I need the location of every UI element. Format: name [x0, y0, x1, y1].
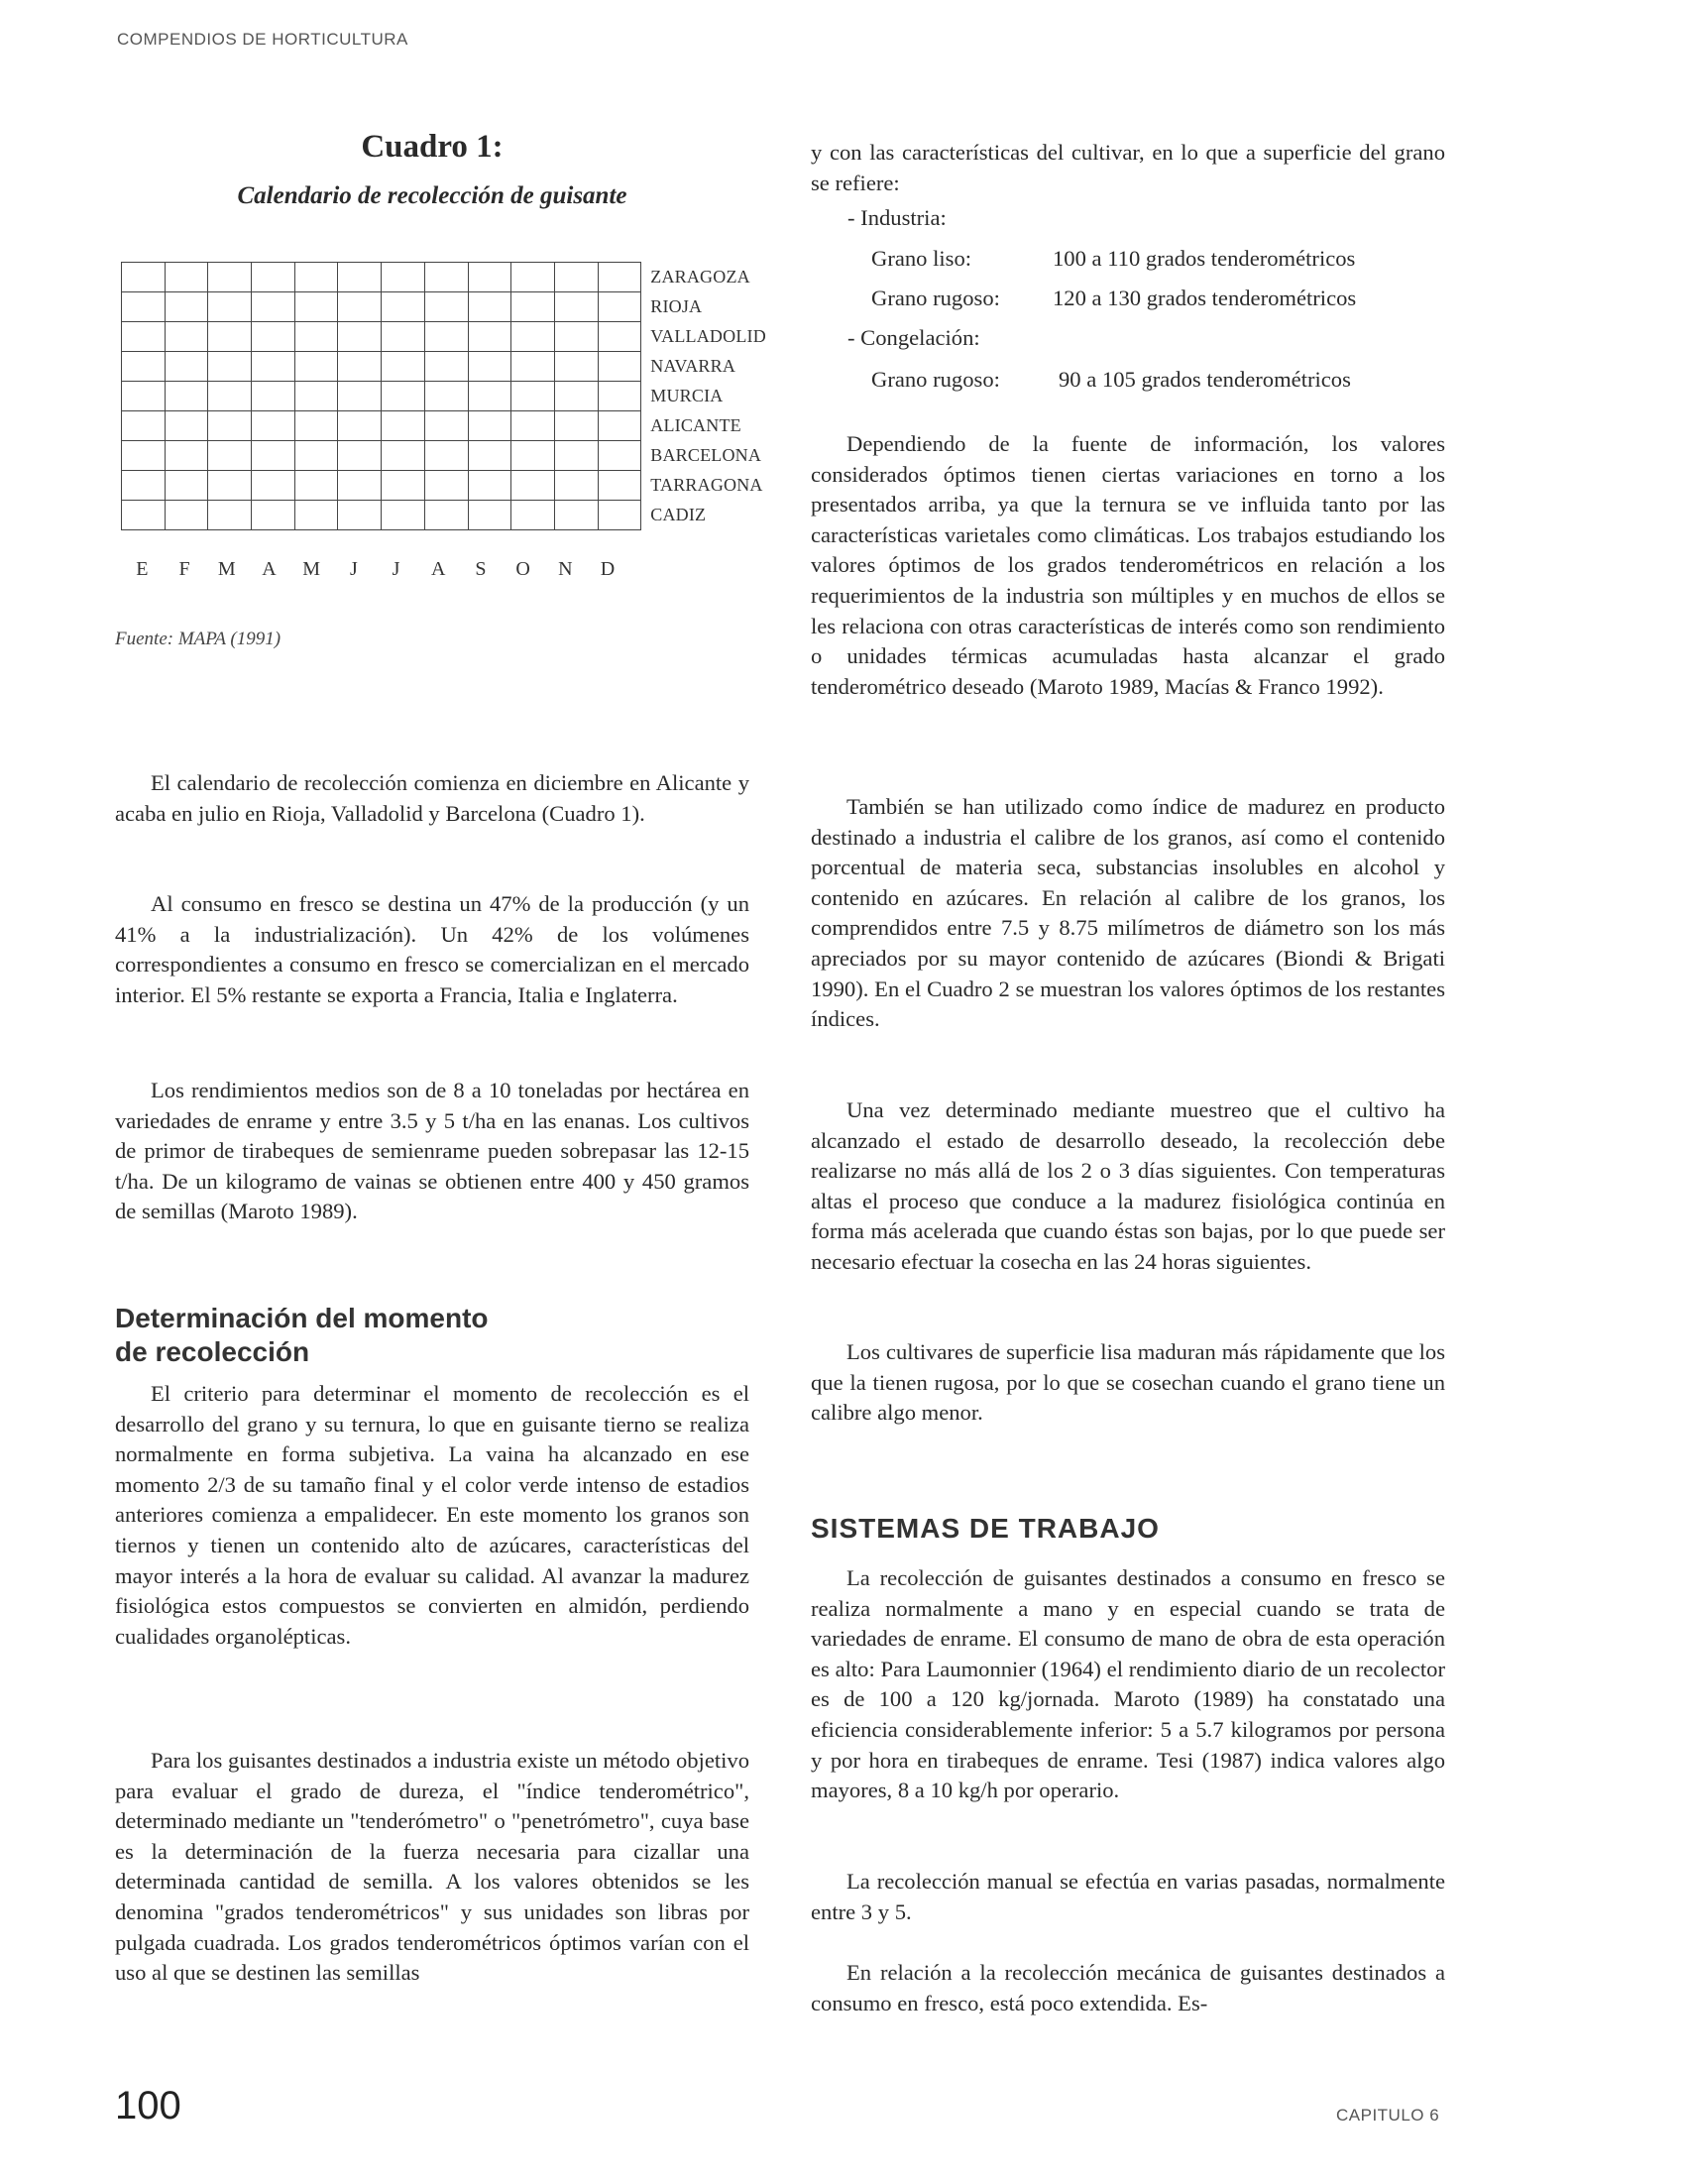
right-paragraph-1: Dependiendo de la fuente de información, los valores considerados óptimos tienen ciertas variaciones en torno a los presentados arriba, ya que la ternura se ve influida tanto por las características varietales como climáticas. Los trabajos estudiando los valores óptimos de los grados tenderométricos en relación a los requerimientos de la industria son múltiples y en muchos de ellos se les relaciona con otras características de interés como son rendimiento o unidades térmicas acumuladas hasta alcanzar el grado tenderométrico deseado (Maroto 1989, Macías & Franco 1992).: [811, 431, 1445, 699]
region-label: TARRAGONA: [650, 475, 763, 495]
calendar-cell: [511, 292, 555, 322]
calendar-cell: [165, 471, 208, 501]
running-header: COMPENDIOS DE HORTICULTURA: [117, 30, 408, 49]
calendar-cell: [468, 382, 511, 411]
right-paragraph-3: Una vez determinado mediante muestreo que el cultivo ha alcanzado el estado de desarrollo deseado, la recolección debe realizarse no más allá de los 2 o 3 días siguientes. Con temperaturas altas el proceso que conduce a la madurez fisiológica continúa en forma más acelerada que cuando éstas son bajas, por lo que puede ser necesario efectuar la cosecha en las 24 horas siguientes.: [811, 1097, 1445, 1274]
month-label: O: [515, 558, 530, 580]
calendar-cell: [598, 411, 641, 441]
congelacion-label: - Congelación:: [847, 325, 980, 350]
month-label: M: [217, 558, 236, 580]
calendar-cell: [382, 411, 425, 441]
calendar-cell: [294, 322, 338, 352]
month-label: D: [600, 558, 616, 580]
right-intro: y con las características del cultivar, en lo que a superficie del grano se refiere:: [811, 140, 1445, 195]
month-label: E: [136, 558, 149, 580]
calendar-cell: [424, 411, 468, 441]
calendar-cell: [252, 322, 295, 352]
calendar-cell: [338, 292, 382, 322]
figure-caption: Calendario de recolección de guisante: [237, 182, 627, 209]
calendar-cell: [598, 292, 641, 322]
calendar-cell: [382, 501, 425, 530]
calendar-cell: [598, 471, 641, 501]
calendar-cell: [511, 352, 555, 382]
calendar-cell: [338, 352, 382, 382]
calendar-cell: [122, 441, 166, 471]
calendar-cell: [294, 263, 338, 292]
calendar-cell: [252, 352, 295, 382]
calendar-cell: [382, 441, 425, 471]
region-label: ALICANTE: [650, 415, 741, 435]
month-label: F: [178, 558, 190, 580]
left-paragraph-5: Para los guisantes destinados a industria existe un método objetivo para evaluar el grado de dureza, el "índice tenderométrico", determinado mediante un "tenderómetro" o "penetrómetro", cuya base es la determinación de la fuerza necesaria para cizallar una determinada cantidad de semilla. A los valores obtenidos se les denomina "grados tenderométricos" y sus unidades son libras por pulgada cuadrada. Los grados tenderométricos óptimos varían con el uso al que se destinen las semillas: [115, 1748, 749, 1986]
calendar-cell: [252, 263, 295, 292]
calendar-cell: [511, 322, 555, 352]
calendar-cell: [468, 411, 511, 441]
calendar-cell: [294, 292, 338, 322]
calendar-cell: [382, 382, 425, 411]
calendar-cell: [554, 322, 598, 352]
grano-liso-label: Grano liso:: [871, 246, 972, 271]
calendar-cell: [165, 411, 208, 441]
calendar-cell: [338, 471, 382, 501]
calendar-row: [122, 352, 767, 382]
calendar-cell: [382, 292, 425, 322]
chapter-label: CAPITULO 6: [1336, 2106, 1440, 2125]
calendar-cell: [294, 501, 338, 530]
calendar-cell: [511, 501, 555, 530]
calendar-cell: [208, 411, 252, 441]
calendar-cell: [338, 441, 382, 471]
calendar-cell: [122, 411, 166, 441]
calendar-cell: [165, 352, 208, 382]
calendar-cell: [554, 441, 598, 471]
calendar-cell: [208, 352, 252, 382]
calendar-cell: [294, 352, 338, 382]
congelacion-rugoso-label: Grano rugoso:: [871, 367, 1000, 392]
calendar-cell: [554, 471, 598, 501]
calendar-cell: [598, 352, 641, 382]
calendar-cell: [338, 411, 382, 441]
calendar-row: [122, 411, 767, 441]
calendar-cell: [252, 411, 295, 441]
calendar-cell: [424, 501, 468, 530]
calendar-cell: [294, 471, 338, 501]
calendar-cell: [208, 471, 252, 501]
calendar-cell: [554, 292, 598, 322]
month-label: A: [431, 558, 446, 580]
grano-liso-value: 100 a 110 grados tenderométricos: [1053, 246, 1356, 271]
calendar-row: [122, 501, 767, 530]
calendar-cell: [468, 352, 511, 382]
calendar-cell: [598, 441, 641, 471]
calendar-cell: [122, 263, 166, 292]
calendar-cell: [208, 322, 252, 352]
calendar-cell: [338, 263, 382, 292]
congelacion-rugoso-value: 90 a 105 grados tenderométricos: [1059, 367, 1351, 392]
industria-label: - Industria:: [847, 205, 947, 230]
month-label: M: [302, 558, 321, 580]
section-heading-determinacion: Determinación del momento de recolección: [115, 1303, 489, 1367]
calendar-cell: [468, 471, 511, 501]
calendar-cell: [252, 441, 295, 471]
right-paragraph-4: Los cultivares de superficie lisa maduran más rápidamente que los que la tienen rugosa, por lo que se cosechan cuando el grano tiene un calibre algo menor.: [811, 1339, 1445, 1426]
calendar-cell: [468, 322, 511, 352]
calendar-cell: [424, 441, 468, 471]
calendar-cell: [424, 292, 468, 322]
calendar-cell: [208, 382, 252, 411]
calendar-cell: [424, 382, 468, 411]
calendar-cell: [468, 501, 511, 530]
calendar-cell: [511, 382, 555, 411]
calendar-cell: [511, 263, 555, 292]
calendar-cell: [511, 411, 555, 441]
grano-rugoso-label: Grano rugoso:: [871, 286, 1000, 310]
calendar-cell: [252, 382, 295, 411]
right-paragraph-5: La recolección de guisantes destinados a consumo en fresco se realiza normalmente a mano y en especial cuando se trata de variedades de enrame. El consumo de mano de obra de esta operación es alto: Para Laumonnier (1964) el rendimiento diario de un recolector es de 100 a 120 kg/jornada. Maroto (1989) ha constatado una eficiencia considerablemente inferior: 5 a 5.7 kilogramos por persona y por hora en tirabeques de enrame. Tesi (1987) indica valores algo mayores, 8 a 10 kg/h por operario.: [811, 1565, 1445, 1803]
calendar-cell: [252, 292, 295, 322]
month-label: J: [349, 558, 358, 580]
calendar-cell: [424, 352, 468, 382]
calendar-cell: [554, 382, 598, 411]
region-label: MURCIA: [650, 386, 724, 405]
grano-rugoso-value: 120 a 130 grados tenderométricos: [1053, 286, 1357, 310]
calendar-row: [122, 263, 767, 292]
calendar-cell: [424, 263, 468, 292]
calendar-cell: [165, 382, 208, 411]
section-heading-sistemas: SISTEMAS DE TRABAJO: [811, 1513, 1160, 1544]
left-paragraph-4: El criterio para determinar el momento de recolección es el desarrollo del grano y su ternura, lo que en guisante tierno se realiza normalmente en forma subjetiva. La vaina ha alcanzado en ese momento 2/3 de su tamaño final y el color verde intenso de estadios anteriores comienza a empalidecer. En este momento los granos son tiernos y tienen un contenido alto de azúcares, características del mayor interés a la hora de evaluar su calidad. Al avanzar la madurez fisiológica estos compuestos se convierten en almidón, perdiendo cualidades organolépticas.: [115, 1381, 749, 1649]
calendar-cell: [165, 501, 208, 530]
calendar-cell: [554, 411, 598, 441]
calendar-cell: [468, 292, 511, 322]
calendar-cell: [122, 382, 166, 411]
calendar-cell: [382, 352, 425, 382]
left-paragraph-2: Al consumo en fresco se destina un 47% de la producción (y un 41% a la industrialización). Un 42% de los volúmenes correspondientes a consumo en fresco se comercializan en el mercado interior. El 5% restante se exporta a Francia, Italia e Inglaterra.: [115, 891, 749, 1007]
calendar-row: [122, 441, 767, 471]
calendar-row: [122, 471, 767, 501]
calendar-cell: [382, 322, 425, 352]
calendar-cell: [294, 382, 338, 411]
calendar-cell: [382, 471, 425, 501]
region-label: NAVARRA: [650, 356, 736, 376]
region-label: RIOJA: [650, 296, 703, 316]
calendar-cell: [165, 263, 208, 292]
region-label: BARCELONA: [650, 445, 762, 465]
calendar-cell: [165, 292, 208, 322]
calendar-cell: [165, 322, 208, 352]
right-paragraph-7: En relación a la recolección mecánica de guisantes destinados a consumo en fresco, está poco extendida. Es-: [811, 1960, 1445, 2015]
calendar-cell: [468, 441, 511, 471]
calendar-cell: [338, 322, 382, 352]
calendar-cell: [208, 441, 252, 471]
figure-number: Cuadro 1:: [361, 129, 504, 165]
calendar-cell: [554, 263, 598, 292]
calendar-cell: [511, 441, 555, 471]
month-label: S: [475, 558, 487, 580]
figure-source: Fuente: MAPA (1991): [115, 629, 282, 649]
calendar-cell: [338, 501, 382, 530]
calendar-cell: [554, 501, 598, 530]
calendar-row: [122, 292, 767, 322]
month-label: J: [392, 558, 400, 580]
calendar-cell: [554, 352, 598, 382]
calendar-cell: [165, 441, 208, 471]
calendar-cell: [252, 471, 295, 501]
month-label: A: [262, 558, 277, 580]
calendar-cell: [122, 352, 166, 382]
right-paragraph-2: También se han utilizado como índice de madurez en producto destinado a industria el calibre de los granos, así como el contenido porcentual de materia seca, substancias insolubles en alcohol y contenido en azúcares. En relación al calibre de los granos, los comprendidos entre 7.5 y 8.75 milímetros de diámetro son los más apreciados por su mayor contenido de azúcares (Biondi & Brigati 1990). En el Cuadro 2 se muestran los valores óptimos de los restantes índices.: [811, 794, 1445, 1032]
calendar-cell: [424, 471, 468, 501]
month-label: N: [558, 558, 573, 580]
right-paragraph-6: La recolección manual se efectúa en varias pasadas, normalmente entre 3 y 5.: [811, 1869, 1445, 1924]
calendar-cell: [294, 411, 338, 441]
region-label: VALLADOLID: [650, 326, 766, 346]
page-number: 100: [115, 2084, 181, 2127]
calendar-cell: [424, 322, 468, 352]
calendar-cell: [598, 382, 641, 411]
calendar-cell: [208, 263, 252, 292]
calendar-cell: [338, 382, 382, 411]
calendar-cell: [122, 471, 166, 501]
calendar-cell: [294, 441, 338, 471]
calendar-cell: [122, 501, 166, 530]
region-label: ZARAGOZA: [650, 267, 750, 287]
calendar-cell: [468, 263, 511, 292]
calendar-cell: [208, 501, 252, 530]
region-label: CADIZ: [650, 505, 707, 524]
calendar-cell: [382, 263, 425, 292]
calendar-cell: [598, 322, 641, 352]
calendar-cell: [252, 501, 295, 530]
calendar-row: [122, 322, 767, 352]
calendar-row: [122, 382, 767, 411]
calendar-cell: [122, 292, 166, 322]
left-paragraph-1: El calendario de recolección comienza en diciembre en Alicante y acaba en julio en Rioja, Valladolid y Barcelona (Cuadro 1).: [115, 770, 749, 826]
calendar-cell: [598, 501, 641, 530]
left-paragraph-3: Los rendimientos medios son de 8 a 10 toneladas por hectárea en variedades de enrame y entre 3.5 y 5 t/ha en las enanas. Los cultivos de primor de tirabeques de semienrame pueden sobrepasar las 12-15 t/ha. De un kilogramo de vainas se obtienen entre 400 y 450 gramos de semillas (Maroto 1989).: [115, 1078, 749, 1224]
calendar-cell: [598, 263, 641, 292]
calendar-cell: [511, 471, 555, 501]
calendar-cell: [208, 292, 252, 322]
harvest-calendar-grid: [121, 262, 767, 530]
calendar-cell: [122, 322, 166, 352]
